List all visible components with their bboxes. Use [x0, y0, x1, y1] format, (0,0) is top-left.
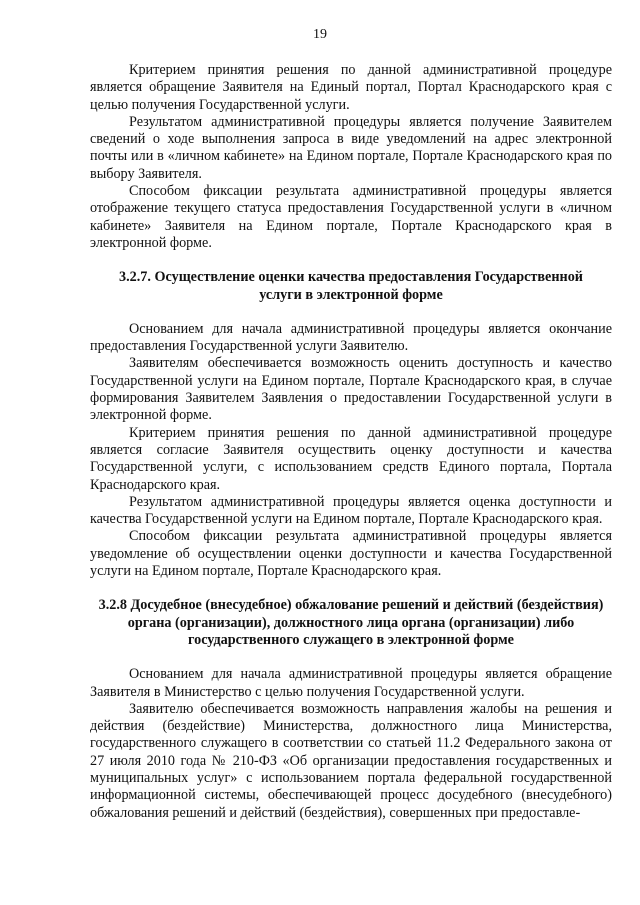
- paragraph: Критерием принятия решения по данной административной процедуре является обращение Заявителя на Единый портал, Портал Краснодарского края с целью получения Государственной услуги.: [90, 62, 612, 113]
- section-heading-3-2-7: 3.2.7. Осуществление оценки качества предоставления Государственной услуги в электронной форме: [119, 269, 583, 303]
- paragraph: Результатом административной процедуры является оценка доступности и качества Государственной услуги на Едином портале, Портале Краснодарского края.: [90, 493, 612, 528]
- paragraph: Результатом административной процедуры является получение Заявителем сведений о ходе выполнения запроса в виде уведомлений на адрес электронной почты или в «личном кабинете» на Едином портале, Портале Краснодарского края по выбору Заявителя.: [90, 113, 612, 182]
- section-heading-3-2-8: 3.2.8 Досудебное (внесудебное) обжалование решений и действий (бездействия) органа (организации), должностного лица органа (организации) либо государственного служащего в электронной форме: [98, 597, 604, 648]
- paragraph: Способом фиксации результата административной процедуры является отображение текущего статуса предоставления Государственной услуги в «личном кабинете» Заявителя на Едином портале, Портале Краснодарского края в электронной форме.: [90, 183, 612, 251]
- paragraph: Основанием для начала административной процедуры является окончание предоставления Государственной услуги Заявителю.: [90, 320, 612, 355]
- paragraph: Заявителю обеспечивается возможность направления жалобы на решения и действия (бездействие) Министерства, должностного лица Министерства, государственного служащего в соответствии со статьей 11.2 Федерального закона от 27 июля 2010 года № 210-ФЗ «Об организации предоставления государственных и муниципальных услуг» с использованием портала федеральной государственной информационной системы, обеспечивающей процесс досудебного (внесудебного) обжалования решений и действий (бездействия), совершенных при предоставле-: [90, 700, 612, 821]
- page-number: 19: [313, 27, 327, 42]
- paragraph: Основанием для начала административной процедуры является обращение Заявителя в Министерство с целью получения Государственной услуги.: [90, 666, 612, 700]
- paragraph: Способом фиксации результата административной процедуры является уведомление об осуществлении оценки доступности и качества Государственной услуги на Едином портале, Портале Краснодарского края.: [90, 528, 612, 580]
- paragraph: Критерием принятия решения по данной административной процедуре является согласие Заявителя осуществить оценку доступности и качества Государственной услуги, с использованием средств Единого портала, Портала Краснодарского края.: [90, 424, 612, 493]
- page-content: [90, 62, 612, 822]
- paragraph: Заявителям обеспечивается возможность оценить доступность и качество Государственной услуги на Едином портале, Портале Краснодарского края, в случае формирования Заявителем Заявления о предоставлении Государственной услуги в электронной форме.: [90, 355, 612, 424]
